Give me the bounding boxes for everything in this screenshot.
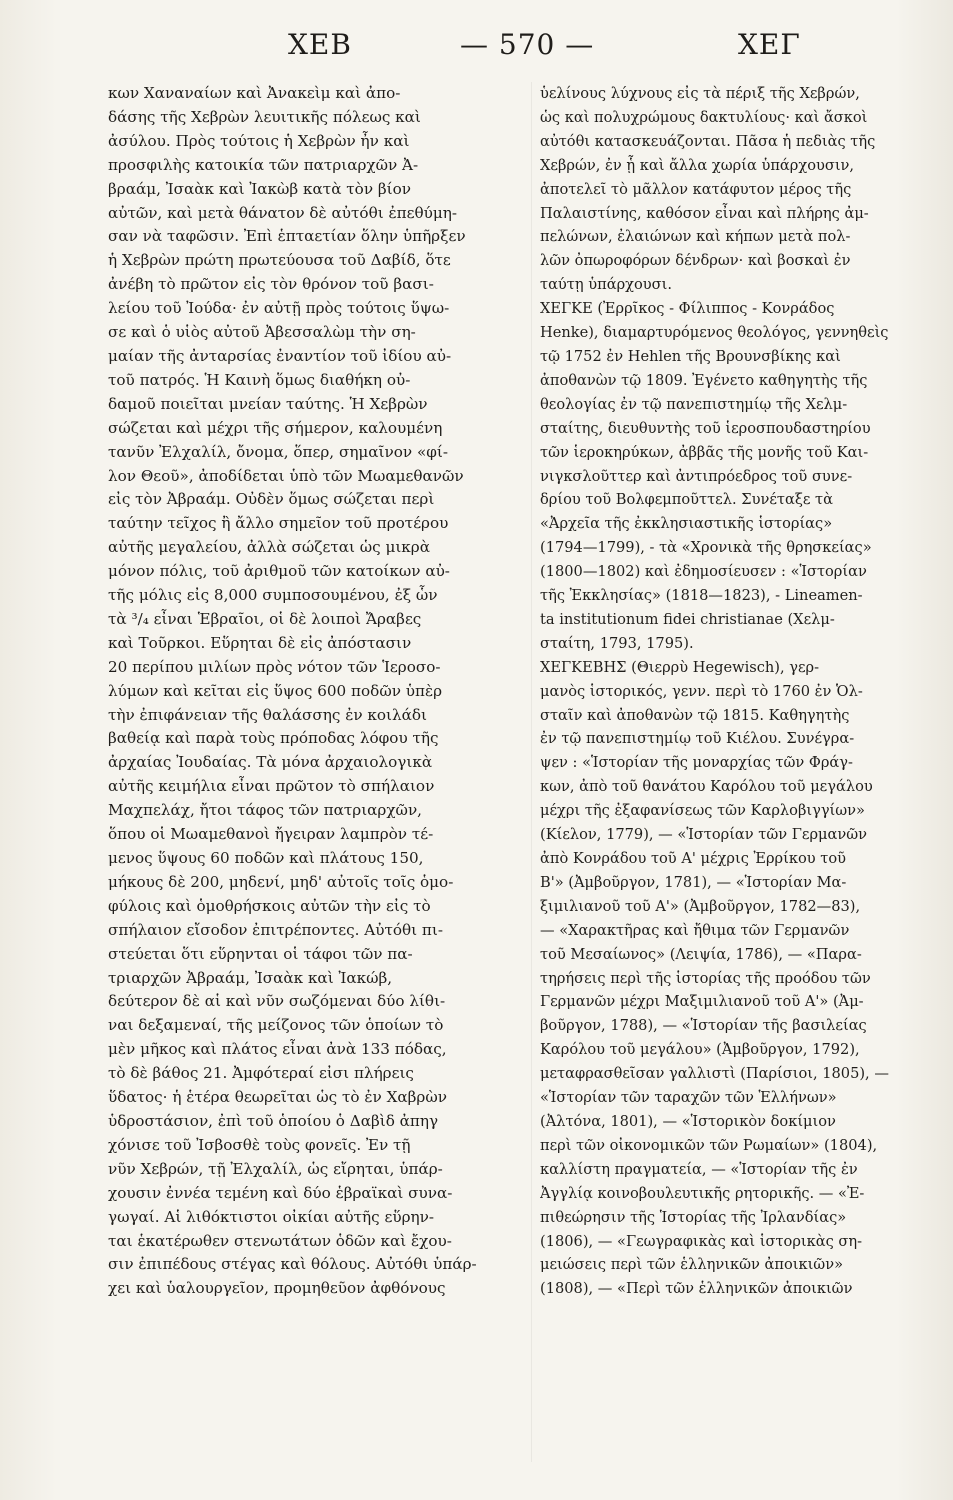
text-line: μήκους δὲ 200, μηδενί, μηδ' αὐτοῖς τοῖς ὁμο- <box>108 872 454 891</box>
text-line: σταίτη, 1793, 1795). <box>540 634 694 652</box>
text-line: ΧΕΓΚΕΒΗΣ (Θιερρὺ Hegewisch), γερ- <box>540 658 820 676</box>
text-line: λῶν ὀπωροφόρων δένδρων· καὶ βοσκαὶ ἐν <box>540 252 851 270</box>
text-line: ὕδατος· ἡ ἑτέρα θεωρεῖται ὡς τὸ ἐν Χαβρὼν <box>108 1088 447 1107</box>
text-line: τὰ ³/₄ εἶναι Ἑβραῖοι, οἱ δὲ λοιποὶ Ἄραβες <box>108 609 422 628</box>
text-line: αὐτόθι κατασκευάζονται. Πᾶσα ἡ πεδιὰς τῆς <box>540 132 876 150</box>
text-line: αὐτῆς μεγαλείου, ἀλλὰ σώζεται ὡς μικρὰ <box>108 538 430 557</box>
text-line: σταίτης, διευθυντὴς τοῦ ἱεροσπουδαστηρίου <box>540 419 871 437</box>
text-line: ἐν τῷ πανεπιστημίῳ τοῦ Κιέλου. Συνέγρα- <box>540 730 855 748</box>
text-line: χουσιν ἐννέα τεμένη καὶ δύο ἑβραϊκαὶ συνα- <box>108 1183 453 1202</box>
text-line: σπήλαιον εἴσοδον ἐπιτρέποντες. Αὐτόθι πι- <box>108 920 443 939</box>
text-line: τῆς Ἐκκλησίας» (1818—1823), - Lineamen- <box>540 587 863 605</box>
text-line: προσφιλὴς κατοικία τῶν πατριαρχῶν Ἀ- <box>108 155 419 174</box>
column-gutter <box>531 82 532 1462</box>
text-line: σταῖν καὶ ἀποθανὼν τῷ 1815. Καθηγητὴς <box>540 706 850 724</box>
text-line: (Κίελον, 1779), — «Ἱστορίαν τῶν Γερμανῶν <box>540 826 868 844</box>
page-header <box>108 28 868 70</box>
text-line: βαθείᾳ καὶ παρὰ τοὺς πρόποδας λόφου τῆς <box>108 729 439 748</box>
text-line: βοῦργον, 1788), — «Ἱστορίαν τῆς βασιλείας <box>540 1017 867 1035</box>
text-line: ὑδροστάσιον, ἐπὶ τοῦ ὁποίου ὁ Δαβὶδ ἀπηγ <box>108 1111 439 1130</box>
text-line: λον Θεοῦ», ἀποδίδεται ὑπὸ τῶν Μωαμεθανῶν <box>108 466 464 485</box>
text-line: μειώσεις περὶ τῶν ἑλληνικῶν ἀποικιῶν» <box>540 1256 843 1274</box>
text-line: ἀποθανὼν τῷ 1809. Ἐγένετο καθηγητὴς τῆς <box>540 371 868 389</box>
text-line: Henke), διαμαρτυρόμενος θεολόγος, γεννηθεὶς <box>540 324 889 342</box>
text-line: θεολογίας ἐν τῷ πανεπιστημίῳ τῆς Χελμ- <box>540 395 848 413</box>
text-line: νιγκσλοῦττερ καὶ ἀντιπρόεδρος τοῦ συνε- <box>540 467 853 485</box>
text-line: σιν ἐπιπέδους στέγας καὶ θόλους. Αὐτόθι ὑπάρ- <box>108 1255 477 1274</box>
text-line: αὐτῆς κειμήλια εἶναι πρῶτον τὸ σπήλαιον <box>108 777 435 796</box>
text-line: ταύτην τεῖχος ἢ ἄλλο σημεῖον τοῦ προτέρου <box>108 514 449 533</box>
text-line: Χεβρών, ἐν ᾗ καὶ ἄλλα χωρία ὑπάρχουσιν, <box>540 156 855 174</box>
text-line: καλλίστη πραγματεία, — «Ἱστορίαν τῆς ἐν <box>540 1160 858 1178</box>
text-line: ΧΕΓΚΕ (Ἐρρῖκος - Φίλιππος - Κονράδος <box>540 300 835 318</box>
text-line: (1808), — «Περὶ τῶν ἑλληνικῶν ἀποικιῶν <box>540 1280 853 1298</box>
text-line: Παλαιστίνης, καθόσον εἶναι καὶ πλήρης ἀμ- <box>540 204 869 222</box>
text-line: λύμων καὶ κεῖται εἰς ὕψος 600 ποδῶν ὑπὲρ <box>108 681 443 700</box>
text-line: πιθεώρησιν τῆς Ἱστορίας τῆς Ἰρλανδίας» <box>540 1208 847 1226</box>
text-line: δάσης τῆς Χεβρὼν λευιτικῆς πόλεως καὶ <box>108 107 421 126</box>
text-line: Καρόλου τοῦ μεγάλου» (Ἀμβοῦργον, 1792), <box>540 1041 860 1059</box>
text-line: μενος ὕψους 60 ποδῶν καὶ πλάτους 150, <box>108 849 424 867</box>
text-line: χόνισε τοῦ Ἰσβοσθὲ τοὺς φονεῖς. Ἐν τῇ <box>108 1135 411 1154</box>
text-line: μανὸς ἱστορικός, γενν. περὶ τὸ 1760 ἐν Ὁλ- <box>540 682 863 700</box>
text-line: Β'» (Ἀμβοῦργον, 1781), — «Ἱστορίαν Μα- <box>540 873 847 891</box>
text-line: αὐτῶν, καὶ μετὰ θάνατον δὲ αὐτόθι ἐπεθύμη- <box>108 203 457 222</box>
text-line: τῆς μόλις εἰς 8,000 συμποσουμένου, ἐξ ὧν <box>108 586 438 605</box>
text-line: (Ἀλτόνα, 1801), — «Ἱστορικὸν δοκίμιον <box>540 1112 836 1130</box>
text-line: (1800—1802) καὶ ἐδημοσίευσεν : «Ἱστορίαν <box>540 563 867 581</box>
text-line: χει καὶ ὑαλουργεῖον, προμηθεῦον ἀφθόνους <box>108 1279 446 1298</box>
text-line: μεταφρασθεῖσαν γαλλιστὶ (Παρίσιοι, 1805), — <box>540 1065 889 1083</box>
text-line: ταύτῃ ὑπάρχουσι. <box>540 276 672 294</box>
text-line: μόνον πόλις, τοῦ ἀριθμοῦ τῶν κατοίκων αὐ- <box>108 562 450 581</box>
text-line: «Ἱστορίαν τῶν ταραχῶν τῶν Ἑλλήνων» <box>540 1089 837 1107</box>
left-text-column <box>108 82 526 1301</box>
text-line: ἀποτελεῖ τὸ μᾶλλον κατάφυτον μέρος τῆς <box>540 180 852 198</box>
text-line: κων, ἀπὸ τοῦ θανάτου Καρόλου τοῦ μεγάλου <box>540 778 873 796</box>
text-line: δεύτερον δὲ αἱ καὶ νῦν σωζόμεναι δύο λίθι- <box>108 992 446 1011</box>
text-line: ta institutionum fidei christianae (Χελμ- <box>540 610 835 628</box>
text-line: μὲν μῆκος καὶ πλάτος εἶναι ἀνὰ 133 πόδας, <box>108 1040 447 1059</box>
text-line: Γερμανῶν μέχρι Μαξιμιλιανοῦ τοῦ Α'» (Ἀμ- <box>540 993 864 1011</box>
page-number: — 570 — <box>460 28 595 61</box>
text-line: νῦν Χεβρών, τῇ Ἐλχαλίλ, ὡς εἴρηται, ὑπάρ- <box>108 1159 443 1178</box>
text-line: Μαχπελάχ, ἤτοι τάφος τῶν πατριαρχῶν, <box>108 801 422 820</box>
text-line: τριαρχῶν Ἀβραάμ, Ἰσαὰκ καὶ Ἰακώβ, <box>108 968 393 987</box>
text-line: (1806), — «Γεωγραφικὰς καὶ ἱστορικὰς ση- <box>540 1232 863 1250</box>
text-line: δαμοῦ ποιεῖται μνείαν ταύτης. Ἡ Χεβρὼν <box>108 394 428 413</box>
text-line: ἀνέβη τὸ πρῶτον εἰς τὸν θρόνον τοῦ βασι- <box>108 275 434 294</box>
text-line: ὑελίνους λύχνους εἰς τὰ πέριξ τῆς Χεβρών, <box>540 85 860 102</box>
text-line: φύλοις καὶ ὁμοθρήσκοις αὐτῶν τὴν εἰς τὸ <box>108 896 431 915</box>
text-line: γωγαί. Αἱ λιθόκτιστοι οἰκίαι αὐτῆς εὕρην- <box>108 1207 434 1226</box>
text-line: ἀπὸ Κονράδου τοῦ Α' μέχρις Ἐρρίκου τοῦ <box>540 850 846 867</box>
text-line: περὶ τῶν οἰκονομικῶν τῶν Ρωμαίων» (1804), <box>540 1136 878 1154</box>
text-line: τοῦ Μεσαίωνος» (Λειψία, 1786), — «Παρα- <box>540 945 862 963</box>
text-line: Ἀγγλίᾳ κοινοβουλευτικῆς ρητορικῆς. — «Ἐ- <box>540 1184 865 1202</box>
text-line: μέχρι τῆς ἐξαφανίσεως τῶν Καρλοβιγγίων» <box>540 802 865 820</box>
text-line: τῶν ἱεροκηρύκων, ἀββᾶς τῆς μονῆς τοῦ Και- <box>540 443 869 461</box>
text-line: μαίαν τῆς ἀνταρσίας ἐναντίον τοῦ ἰδίου αὐ- <box>108 346 452 365</box>
text-line: κων Χαναναίων καὶ Ἀνακεὶμ καὶ ἀπο- <box>108 84 401 102</box>
text-line: πελώνων, ἐλαιώνων καὶ κήπων μετὰ πολ- <box>540 228 851 246</box>
header-right-guideword: ΧΕΓ <box>738 28 801 61</box>
text-line: τὴν ἐπιφάνειαν τῆς θαλάσσης ἐν κοιλάδι <box>108 705 427 724</box>
text-line: τηρήσεις περὶ τῆς ἱστορίας τῆς προόδου τῶν <box>540 969 871 987</box>
text-line: σώζεται καὶ μέχρι τῆς σήμερον, καλουμένη <box>108 418 443 437</box>
text-line: καὶ Τοῦρκοι. Εὕρηται δὲ εἰς ἀπόστασιν <box>108 633 412 652</box>
text-line: ξιμιλιανοῦ τοῦ Α'» (Ἀμβοῦργον, 1782—83), <box>540 897 861 915</box>
header-left-guideword: ΧΕΒ <box>288 28 352 61</box>
text-line: σε καὶ ὁ υἱὸς αὐτοῦ Ἀβεσσαλὼμ τὴν ση- <box>108 323 416 342</box>
text-line: τοῦ πατρός. Ἡ Καινὴ ὅμως διαθήκη οὐ- <box>108 370 411 389</box>
text-line: — «Χαρακτῆρας καὶ ἤθιμα τῶν Γερμανῶν <box>540 921 850 939</box>
right-text-column <box>540 82 934 1301</box>
text-line: (1794—1799), - τὰ «Χρονικὰ τῆς θρησκείας» <box>540 539 872 557</box>
text-line: στεύεται ὅτι εὕρηνται οἱ τάφοι τῶν πα- <box>108 944 413 963</box>
text-line: λείου τοῦ Ἰούδα· ἐν αὐτῇ πρὸς τούτοις ὕψω- <box>108 299 450 318</box>
text-line: ται ἑκατέρωθεν στενωτάτων ὁδῶν καὶ ἔχου- <box>108 1231 452 1250</box>
text-line: βραάμ, Ἰσαὰκ καὶ Ἰακὼβ κατὰ τὸν βίον <box>108 179 411 198</box>
text-line: ἀρχαίας Ἰουδαίας. Τὰ μόνα ἀρχαιολογικὰ <box>108 753 433 772</box>
text-line: εἰς τὸν Ἀβραάμ. Οὐδὲν ὅμως σώζεται περὶ <box>108 490 435 509</box>
text-line: ἀσύλου. Πρὸς τούτοις ἡ Χεβρὼν ἦν καὶ <box>108 131 410 150</box>
text-line: σαν νὰ ταφῶσιν. Ἐπὶ ἑπταετίαν ὅλην ὑπῆρξεν <box>108 227 466 246</box>
text-line: ναι δεξαμεναί, τῆς μείζονος τῶν ὁποίων τὸ <box>108 1016 444 1035</box>
text-line: τῷ 1752 ἐν Hehlen τῆς Βρουνσβίκης καὶ <box>540 347 841 365</box>
text-line: δρίου τοῦ Βολφεμποῦττελ. Συνέταξε τὰ <box>540 491 833 509</box>
text-line: τανῦν Ἐλχαλίλ, ὄνομα, ὅπερ, σημαῖνον «φί- <box>108 442 448 461</box>
text-line: ψεν : «Ἱστορίαν τῆς μοναρχίας τῶν Φράγ- <box>540 754 853 772</box>
text-line: ὅπου οἱ Μωαμεθανοὶ ἤγειραν λαμπρὸν τέ- <box>108 825 434 844</box>
text-line: 20 περίπου μιλίων πρὸς νότον τῶν Ἱεροσο- <box>108 657 441 676</box>
text-line: ὡς καὶ πολυχρώμους δακτυλίους· καὶ ἄσκοὶ <box>540 108 868 126</box>
text-line: τὸ δὲ βάθος 21. Ἀμφότεραί εἰσι πλήρεις <box>108 1064 414 1083</box>
text-line: ἡ Χεβρὼν πρώτη πρωτεύουσα τοῦ Δαβίδ, ὅτε <box>108 251 451 270</box>
text-line: «Ἀρχεῖα τῆς ἐκκλησιαστικῆς ἱστορίας» <box>540 515 833 533</box>
